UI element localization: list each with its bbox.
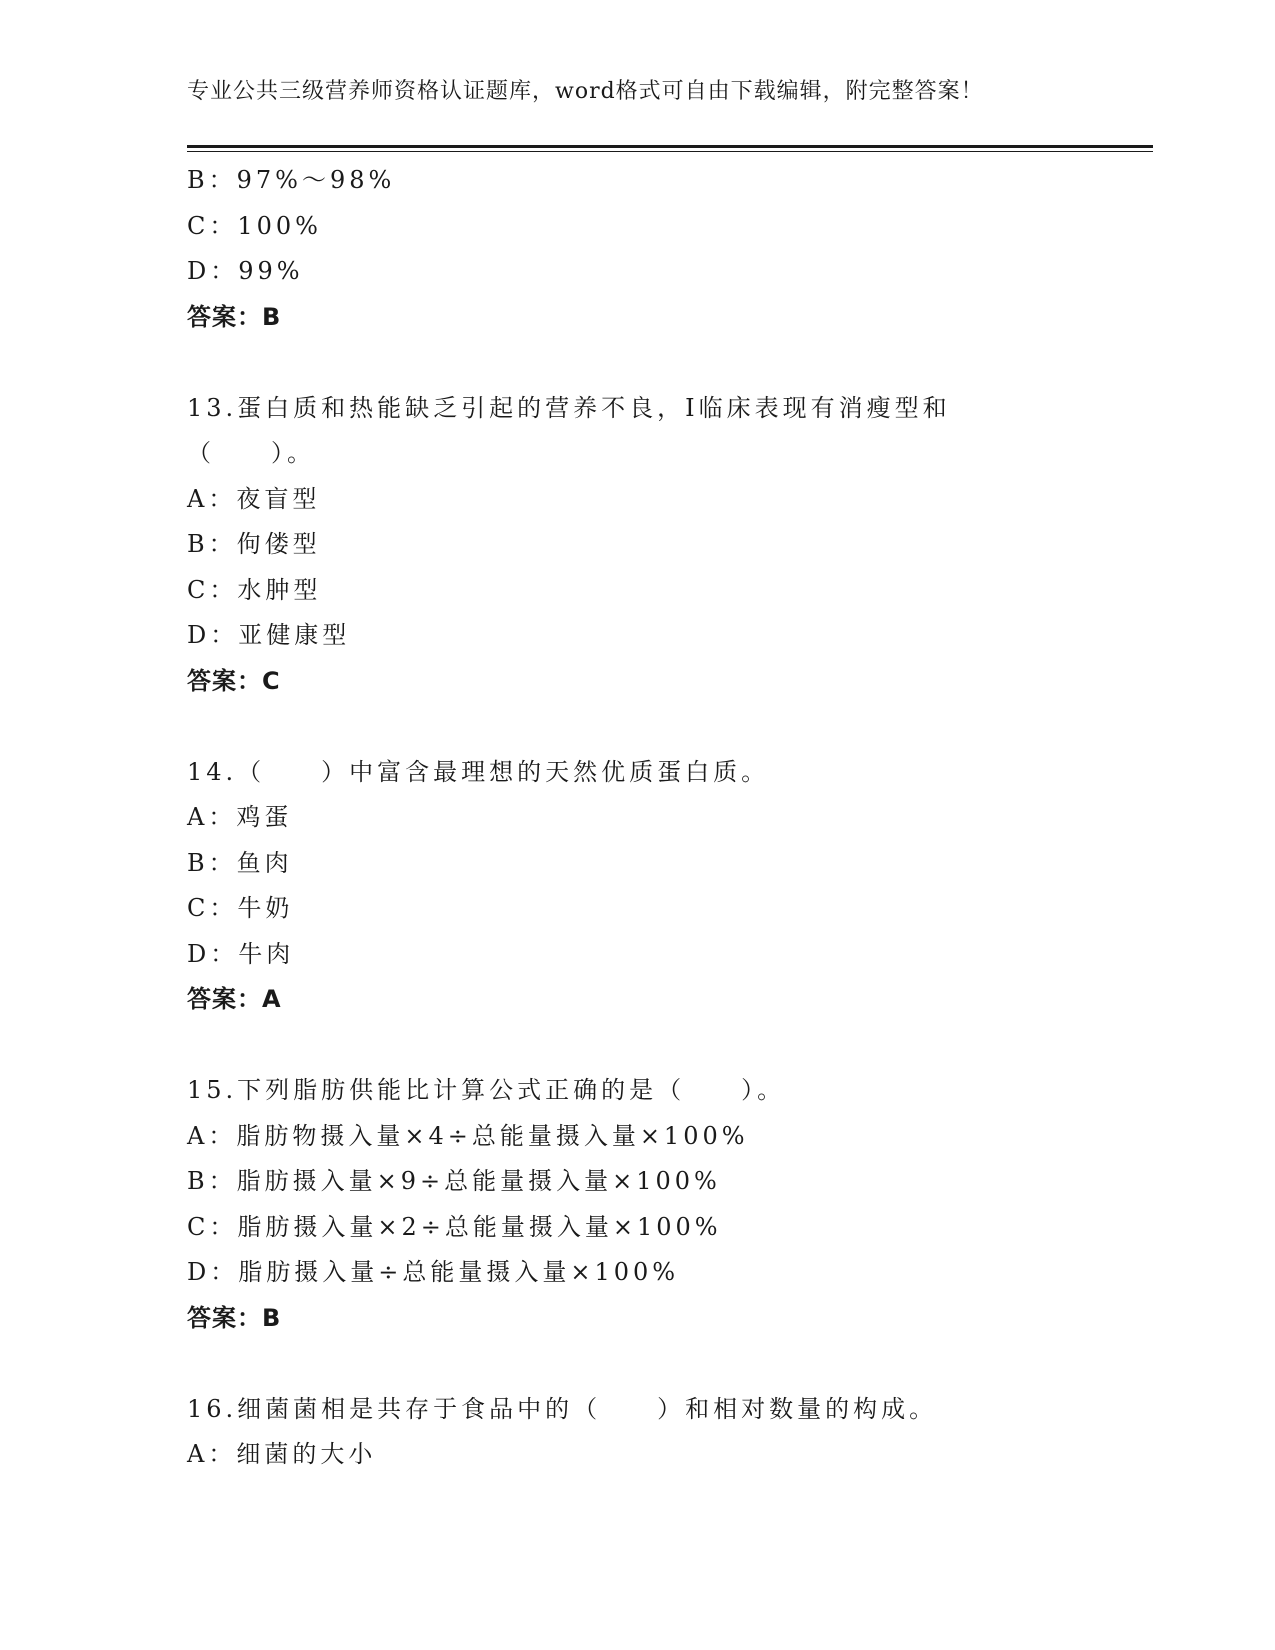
option-b: B：鱼肉 — [187, 848, 293, 877]
option-a: A：细菌的大小 — [187, 1440, 377, 1468]
question-block-16 — [187, 1387, 1153, 1478]
question-block-12-tail — [187, 158, 1153, 340]
option-a: A：脂肪物摄入量×4÷总能量摄入量×100% — [187, 1121, 749, 1150]
spacer — [187, 340, 1153, 386]
option-c: C：100% — [187, 211, 322, 240]
option-b: B：脂肪摄入量×9÷总能量摄入量×100% — [187, 1167, 721, 1195]
question-stem: 16.细菌菌相是共存于食品中的（ ）和相对数量的构成。 — [187, 1394, 938, 1423]
question-list — [187, 158, 1153, 1478]
question-stem: 15.下列脂肪供能比计算公式正确的是（ ）。 — [187, 1076, 786, 1104]
question-block-13 — [187, 386, 1153, 705]
option-d: D：99% — [187, 257, 304, 285]
question-stem: 14.（ ）中富含最理想的天然优质蛋白质。 — [187, 757, 770, 786]
answer-line: 答案：B — [187, 302, 282, 331]
option-d: D：脂肪摄入量÷总能量摄入量×100% — [187, 1258, 680, 1286]
question-block-14 — [187, 750, 1153, 1023]
spacer — [187, 1341, 1153, 1387]
header-divider-thick — [187, 145, 1153, 148]
option-a: A：夜盲型 — [187, 484, 321, 513]
option-b: B：97%～98% — [187, 166, 396, 194]
spacer — [187, 1023, 1153, 1069]
spacer — [187, 704, 1153, 750]
question-block-15 — [187, 1068, 1153, 1341]
option-b: B：佝偻型 — [187, 530, 321, 558]
option-a: A：鸡蛋 — [187, 803, 293, 831]
option-c: C：牛奶 — [187, 894, 294, 922]
option-c: C：脂肪摄入量×2÷总能量摄入量×100% — [187, 1212, 722, 1241]
answer-line: 答案：B — [187, 1303, 282, 1332]
page-header-title: 专业公共三级营养师资格认证题库，word格式可自由下载编辑，附完整答案！ — [187, 79, 984, 104]
option-d: D：牛肉 — [187, 939, 295, 968]
option-d: D：亚健康型 — [187, 621, 351, 649]
header-divider-thin — [187, 151, 1153, 152]
question-stem: 13.蛋白质和热能缺乏引起的营养不良，I临床表现有消瘦型和（ ）。 — [187, 393, 951, 467]
answer-line: 答案：C — [187, 666, 281, 695]
option-c: C：水肿型 — [187, 575, 322, 604]
answer-line: 答案：A — [187, 985, 282, 1013]
